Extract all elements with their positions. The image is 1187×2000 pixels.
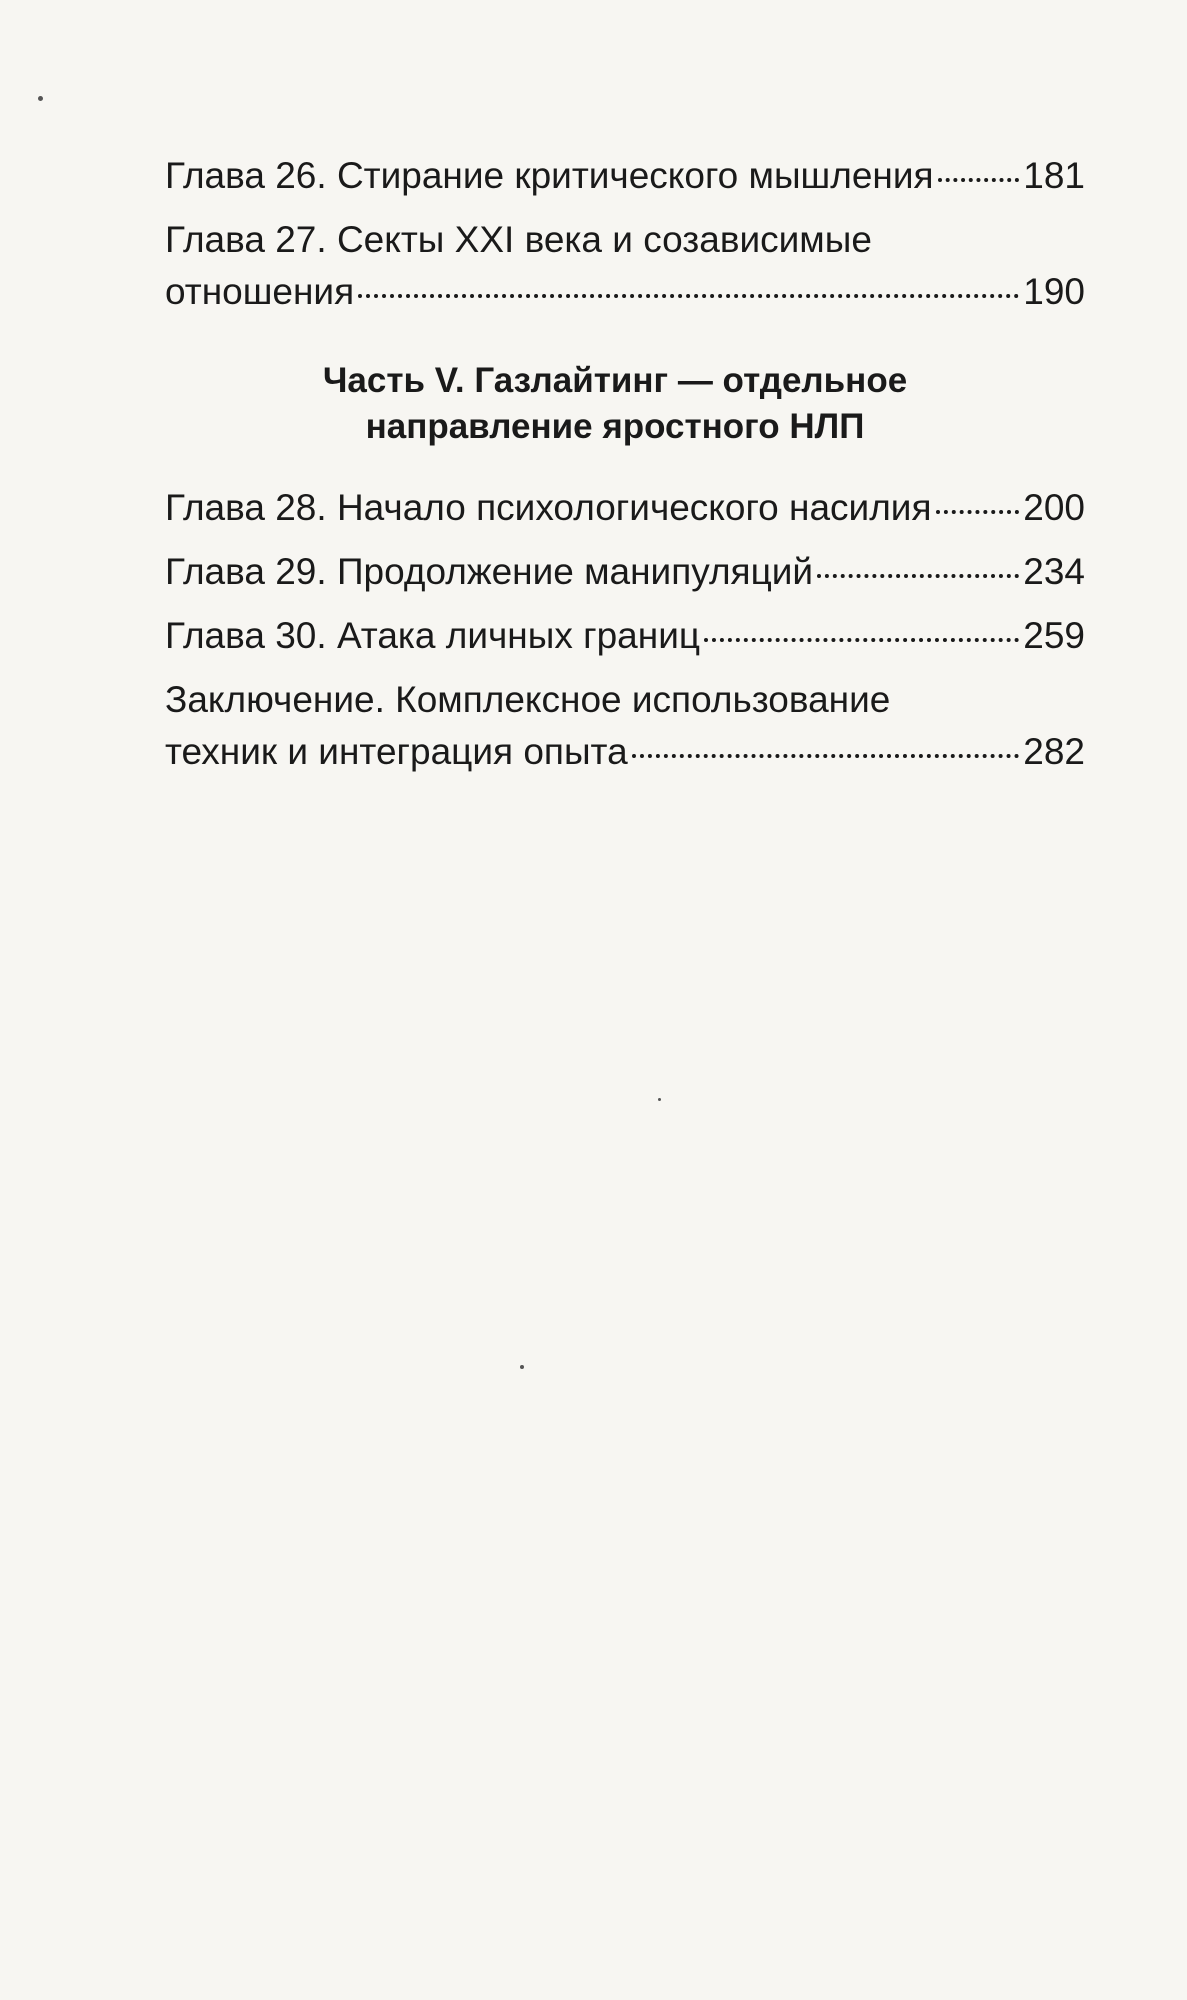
- toc-entry-chapter-26[interactable]: [165, 150, 1085, 202]
- toc-entry-page: 282: [1023, 731, 1085, 772]
- dot-leader: [704, 638, 1019, 642]
- toc-entry-title: Глава 26. Стирание критического мышления: [165, 155, 934, 196]
- paper-speck: [38, 96, 43, 101]
- toc-entry-page: 234: [1023, 551, 1085, 592]
- part-heading-line1: Часть V. Газлайтинг — отдельное: [322, 361, 908, 400]
- toc-entry-page: 181: [1023, 155, 1085, 196]
- part-heading: [165, 358, 1085, 450]
- table-of-contents: [165, 150, 1085, 790]
- paper-speck: [658, 1098, 661, 1101]
- toc-entry-chapter-28[interactable]: [165, 482, 1085, 534]
- paper-speck: [520, 1365, 524, 1369]
- toc-entry-page: 200: [1023, 487, 1085, 528]
- toc-entry-title-line2: отношения: [165, 271, 355, 312]
- toc-entry-title-line2: техник и интеграция опыта: [165, 731, 628, 772]
- toc-entry-page: 190: [1023, 271, 1085, 312]
- toc-entry-page: 259: [1023, 615, 1085, 656]
- dot-leader: [936, 510, 1020, 514]
- toc-entry-title-line1: Заключение. Комплексное использование: [165, 679, 891, 720]
- dot-leader: [817, 574, 1019, 578]
- toc-entry-conclusion[interactable]: [165, 674, 1085, 778]
- toc-entry-title: Глава 29. Продолжение манипуляций: [165, 551, 814, 592]
- dot-leader: [358, 294, 1019, 298]
- toc-entry-chapter-29[interactable]: [165, 546, 1085, 598]
- toc-entry-chapter-30[interactable]: [165, 610, 1085, 662]
- dot-leader: [938, 178, 1020, 182]
- toc-entry-chapter-27[interactable]: [165, 214, 1085, 318]
- part-heading-line2: направление яростного НЛП: [365, 407, 865, 446]
- toc-entry-title: Глава 30. Атака личных границ: [165, 615, 701, 656]
- toc-entry-title-line1: Глава 27. Секты XXI века и созависимые: [165, 219, 872, 260]
- dot-leader: [632, 754, 1020, 758]
- toc-entry-title: Глава 28. Начало психологического насилия: [165, 487, 932, 528]
